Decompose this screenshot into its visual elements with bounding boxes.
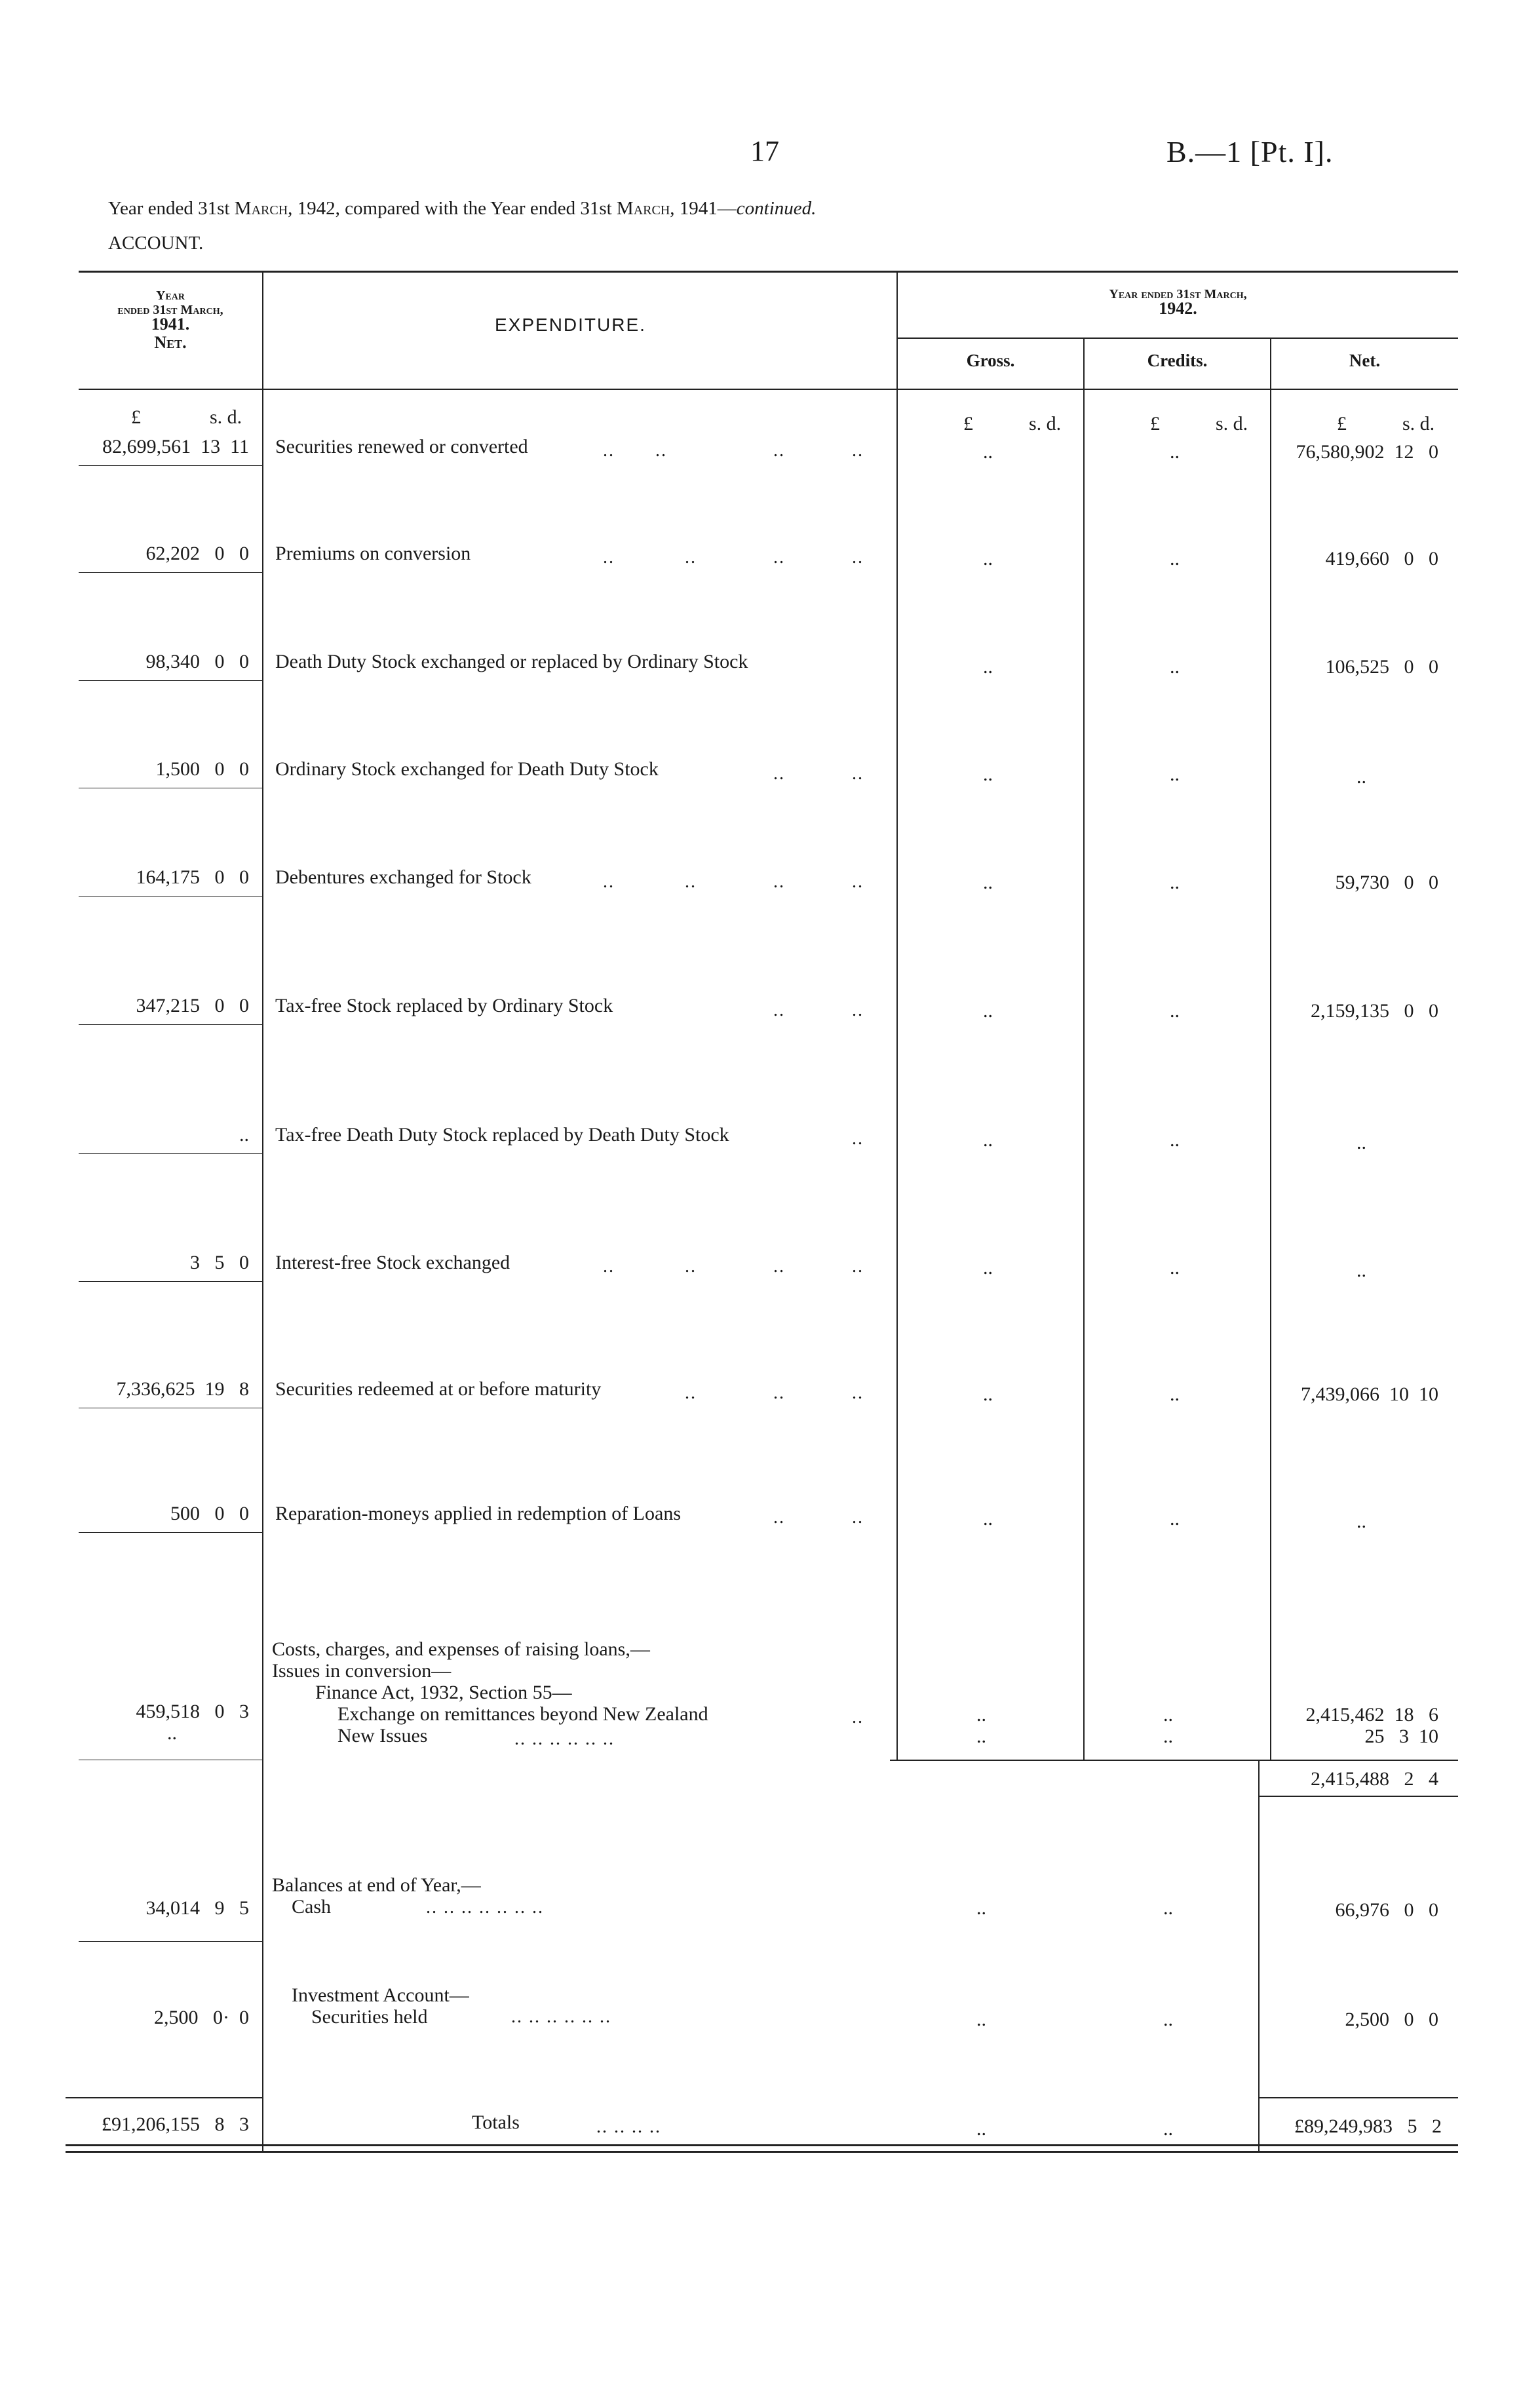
account-label: ACCOUNT. xyxy=(108,233,204,254)
leader-dots: .. xyxy=(655,440,667,461)
col-rule-net-right xyxy=(1258,1760,1260,2153)
row-credits: .. xyxy=(1170,872,1180,893)
totals-credits: .. xyxy=(1163,2118,1173,2140)
row-separator xyxy=(79,680,262,681)
row-prev-amount: 98,340 0 0 xyxy=(145,651,249,672)
row-description: Debentures exchanged for Stock xyxy=(275,866,531,888)
row-gross: .. xyxy=(983,1257,993,1279)
row-separator xyxy=(79,1024,262,1025)
costs-gross-2: .. xyxy=(976,1726,986,1747)
prev-pound-unit: £ xyxy=(131,406,141,428)
row-net-amount: 419,660 0 0 xyxy=(1325,548,1438,569)
row-credits: .. xyxy=(1170,1129,1180,1151)
row-gross: .. xyxy=(983,872,993,893)
credits-sd-unit: s. d. xyxy=(1216,413,1248,434)
table-caption: Year ended 31st March, 1942, compared with the Year ended 31st March, 1941—continued. xyxy=(108,198,817,219)
col-rule-desc xyxy=(896,272,898,1760)
balances-credits: .. xyxy=(1163,1897,1173,1919)
costs-credits-1: .. xyxy=(1163,1704,1173,1726)
leader-dots: .. xyxy=(603,872,615,892)
row-description: Securities renewed or converted xyxy=(275,436,528,457)
totals-double-rule-1 xyxy=(66,2144,1458,2146)
totals-prev-amount: £91,206,155 8 3 xyxy=(102,2113,249,2135)
leader-dots: .. xyxy=(773,763,785,784)
row-gross: .. xyxy=(983,441,993,463)
leader-dots: .. xyxy=(773,1383,785,1403)
row-net-amount: .. xyxy=(1357,766,1366,788)
page-number: 17 xyxy=(750,135,779,167)
investment-prev-amount: 2,500 0· 0 xyxy=(154,2007,249,2028)
row-credits: .. xyxy=(1170,763,1180,785)
costs-prev-amount: 459,518 0 3 xyxy=(136,1701,249,1722)
row-credits: .. xyxy=(1170,548,1180,569)
row-credits: .. xyxy=(1170,441,1180,463)
report-reference: B.—1 [Pt. I]. xyxy=(1166,135,1334,168)
row-net-amount: 59,730 0 0 xyxy=(1335,872,1438,893)
leader-dots: .. xyxy=(773,1256,785,1277)
leader-dots: .. xyxy=(685,547,697,568)
gross-sd-unit: s. d. xyxy=(1029,413,1062,434)
costs-prev-second: .. xyxy=(167,1722,177,1744)
row-gross: .. xyxy=(983,1000,993,1022)
net-sd-unit: s. d. xyxy=(1402,413,1435,434)
leader-dots: .. xyxy=(773,872,785,892)
row-description: Tax-free Death Duty Stock replaced by Death Duty Stock xyxy=(275,1124,729,1146)
net-header: Net. xyxy=(1349,351,1381,370)
balances-gross: .. xyxy=(976,1897,986,1919)
totals-net-amount: £89,249,983 5 2 xyxy=(1294,2115,1442,2137)
row-prev-amount: 82,699,561 13 11 xyxy=(102,436,249,457)
leader-dots: .. xyxy=(852,1383,864,1403)
row-prev-amount: 62,202 0 0 xyxy=(145,543,249,564)
leader-dots: .. xyxy=(773,1507,785,1528)
row-gross: .. xyxy=(983,548,993,569)
row-prev-amount: .. xyxy=(239,1124,249,1146)
leader-dots: .. xyxy=(852,547,864,568)
leader-dots: .. xyxy=(773,440,785,461)
leader-dots: .. xyxy=(852,872,864,892)
costs-net-1: 2,415,462 18 6 xyxy=(1305,1704,1438,1726)
leader-dots: .. xyxy=(603,440,615,461)
row-prev-amount: 3 5 0 xyxy=(190,1252,249,1273)
header-split-rule xyxy=(896,338,1458,339)
table-top-rule xyxy=(79,271,1458,273)
row-gross: .. xyxy=(983,763,993,785)
costs-subtotal: 2,415,488 2 4 xyxy=(1311,1768,1438,1790)
costs-line4-dots: .. xyxy=(852,1707,864,1727)
leader-dots: .. xyxy=(852,1507,864,1528)
leader-dots: .. xyxy=(852,1256,864,1277)
row-net-amount: 7,439,066 10 10 xyxy=(1301,1383,1438,1405)
row-credits: .. xyxy=(1170,1257,1180,1279)
row-description: Premiums on conversion xyxy=(275,543,471,564)
prev-sd-unit: s. d. xyxy=(210,406,242,428)
row-separator xyxy=(79,1281,262,1282)
leader-dots: .. xyxy=(852,1000,864,1020)
expenditure-header: EXPENDITURE. xyxy=(495,315,646,335)
row-description: Tax-free Stock replaced by Ordinary Stock xyxy=(275,995,613,1016)
costs-bottom-rule xyxy=(890,1760,1458,1761)
col-rule-prev xyxy=(262,272,263,2153)
row-separator xyxy=(79,896,262,897)
row-net-amount: .. xyxy=(1357,1260,1366,1281)
row-credits: .. xyxy=(1170,1508,1180,1530)
costs-net-2: 25 3 10 xyxy=(1364,1726,1438,1747)
row-net-amount: 2,159,135 0 0 xyxy=(1311,1000,1438,1022)
balances-prev-rule xyxy=(79,1941,262,1942)
row-net-amount: .. xyxy=(1357,1132,1366,1153)
investment-net-amount: 2,500 0 0 xyxy=(1345,2009,1438,2030)
costs-credits-2: .. xyxy=(1163,1726,1173,1747)
leader-dots: .. xyxy=(773,547,785,568)
row-separator xyxy=(79,1532,262,1533)
row-description: Securities redeemed at or before maturity xyxy=(275,1378,602,1400)
costs-description: Costs, charges, and expenses of raising loans,— Issues in conversion— Finance Act, 1932, Section 55— Exchange on remittances beyond New Zealand New Issues xyxy=(272,1638,708,1746)
credits-pound-unit: £ xyxy=(1150,413,1160,434)
row-gross: .. xyxy=(983,1129,993,1151)
net-pound-unit: £ xyxy=(1337,413,1347,434)
totals-net-top-rule xyxy=(1258,2097,1458,2098)
leader-dots: .. xyxy=(852,1128,864,1149)
row-credits: .. xyxy=(1170,1000,1180,1022)
investment-dots: .. .. .. .. .. .. xyxy=(511,2007,611,2027)
totals-dots: .. .. .. .. xyxy=(596,2117,661,2137)
leader-dots: .. xyxy=(603,1256,615,1277)
totals-prev-top-rule xyxy=(66,2097,262,2098)
row-credits: .. xyxy=(1170,656,1180,678)
row-prev-amount: 347,215 0 0 xyxy=(136,995,249,1016)
balances-net-amount: 66,976 0 0 xyxy=(1335,1899,1438,1921)
investment-description: Investment Account— Securities held xyxy=(292,1984,469,2028)
row-gross: .. xyxy=(983,1508,993,1530)
row-prev-amount: 7,336,625 19 8 xyxy=(116,1378,249,1400)
leader-dots: .. xyxy=(685,1383,697,1403)
row-separator xyxy=(79,1153,262,1154)
balances-description: Balances at end of Year,— Cash xyxy=(272,1874,481,1918)
row-description: Interest-free Stock exchanged xyxy=(275,1252,510,1273)
row-prev-amount: 164,175 0 0 xyxy=(136,866,249,888)
totals-gross: .. xyxy=(976,2118,986,2140)
row-prev-amount: 1,500 0 0 xyxy=(155,758,249,780)
row-gross: .. xyxy=(983,1383,993,1405)
costs-gross-1: .. xyxy=(976,1704,986,1726)
current-year-header: Year ended 31st March, 1942. xyxy=(1109,287,1247,318)
totals-double-rule-2 xyxy=(66,2151,1458,2153)
totals-label: Totals xyxy=(472,2112,520,2133)
header-bottom-rule xyxy=(79,389,1458,390)
row-separator xyxy=(79,572,262,573)
investment-credits: .. xyxy=(1163,2009,1173,2030)
leader-dots: .. xyxy=(852,763,864,784)
row-separator xyxy=(79,465,262,466)
row-description: Ordinary Stock exchanged for Death Duty Stock xyxy=(275,758,659,780)
col-rule-gross xyxy=(1083,339,1085,1760)
balances-dots: .. .. .. .. .. .. .. xyxy=(426,1897,544,1918)
balances-prev-amount: 34,014 9 5 xyxy=(145,1897,249,1919)
prev-year-header: Year ended 31st March, 1941. Net. xyxy=(117,288,223,352)
credits-header: Credits. xyxy=(1147,351,1208,370)
costs-net-subtotal-rule xyxy=(1258,1796,1458,1797)
gross-header: Gross. xyxy=(966,351,1015,370)
row-credits: .. xyxy=(1170,1383,1180,1405)
row-description: Death Duty Stock exchanged or replaced by Ordinary Stock xyxy=(275,651,748,672)
row-prev-amount: 500 0 0 xyxy=(170,1503,249,1524)
row-net-amount: 106,525 0 0 xyxy=(1325,656,1438,678)
costs-line5-dots: .. .. .. .. .. .. xyxy=(514,1729,615,1749)
row-description: Reparation-moneys applied in redemption of Loans xyxy=(275,1503,681,1524)
leader-dots: .. xyxy=(852,440,864,461)
leader-dots: .. xyxy=(603,547,615,568)
row-net-amount: 76,580,902 12 0 xyxy=(1296,441,1438,463)
investment-gross: .. xyxy=(976,2009,986,2030)
leader-dots: .. xyxy=(685,872,697,892)
row-net-amount: .. xyxy=(1357,1511,1366,1532)
gross-pound-unit: £ xyxy=(963,413,973,434)
leader-dots: .. xyxy=(773,1000,785,1020)
row-gross: .. xyxy=(983,656,993,678)
leader-dots: .. xyxy=(685,1256,697,1277)
